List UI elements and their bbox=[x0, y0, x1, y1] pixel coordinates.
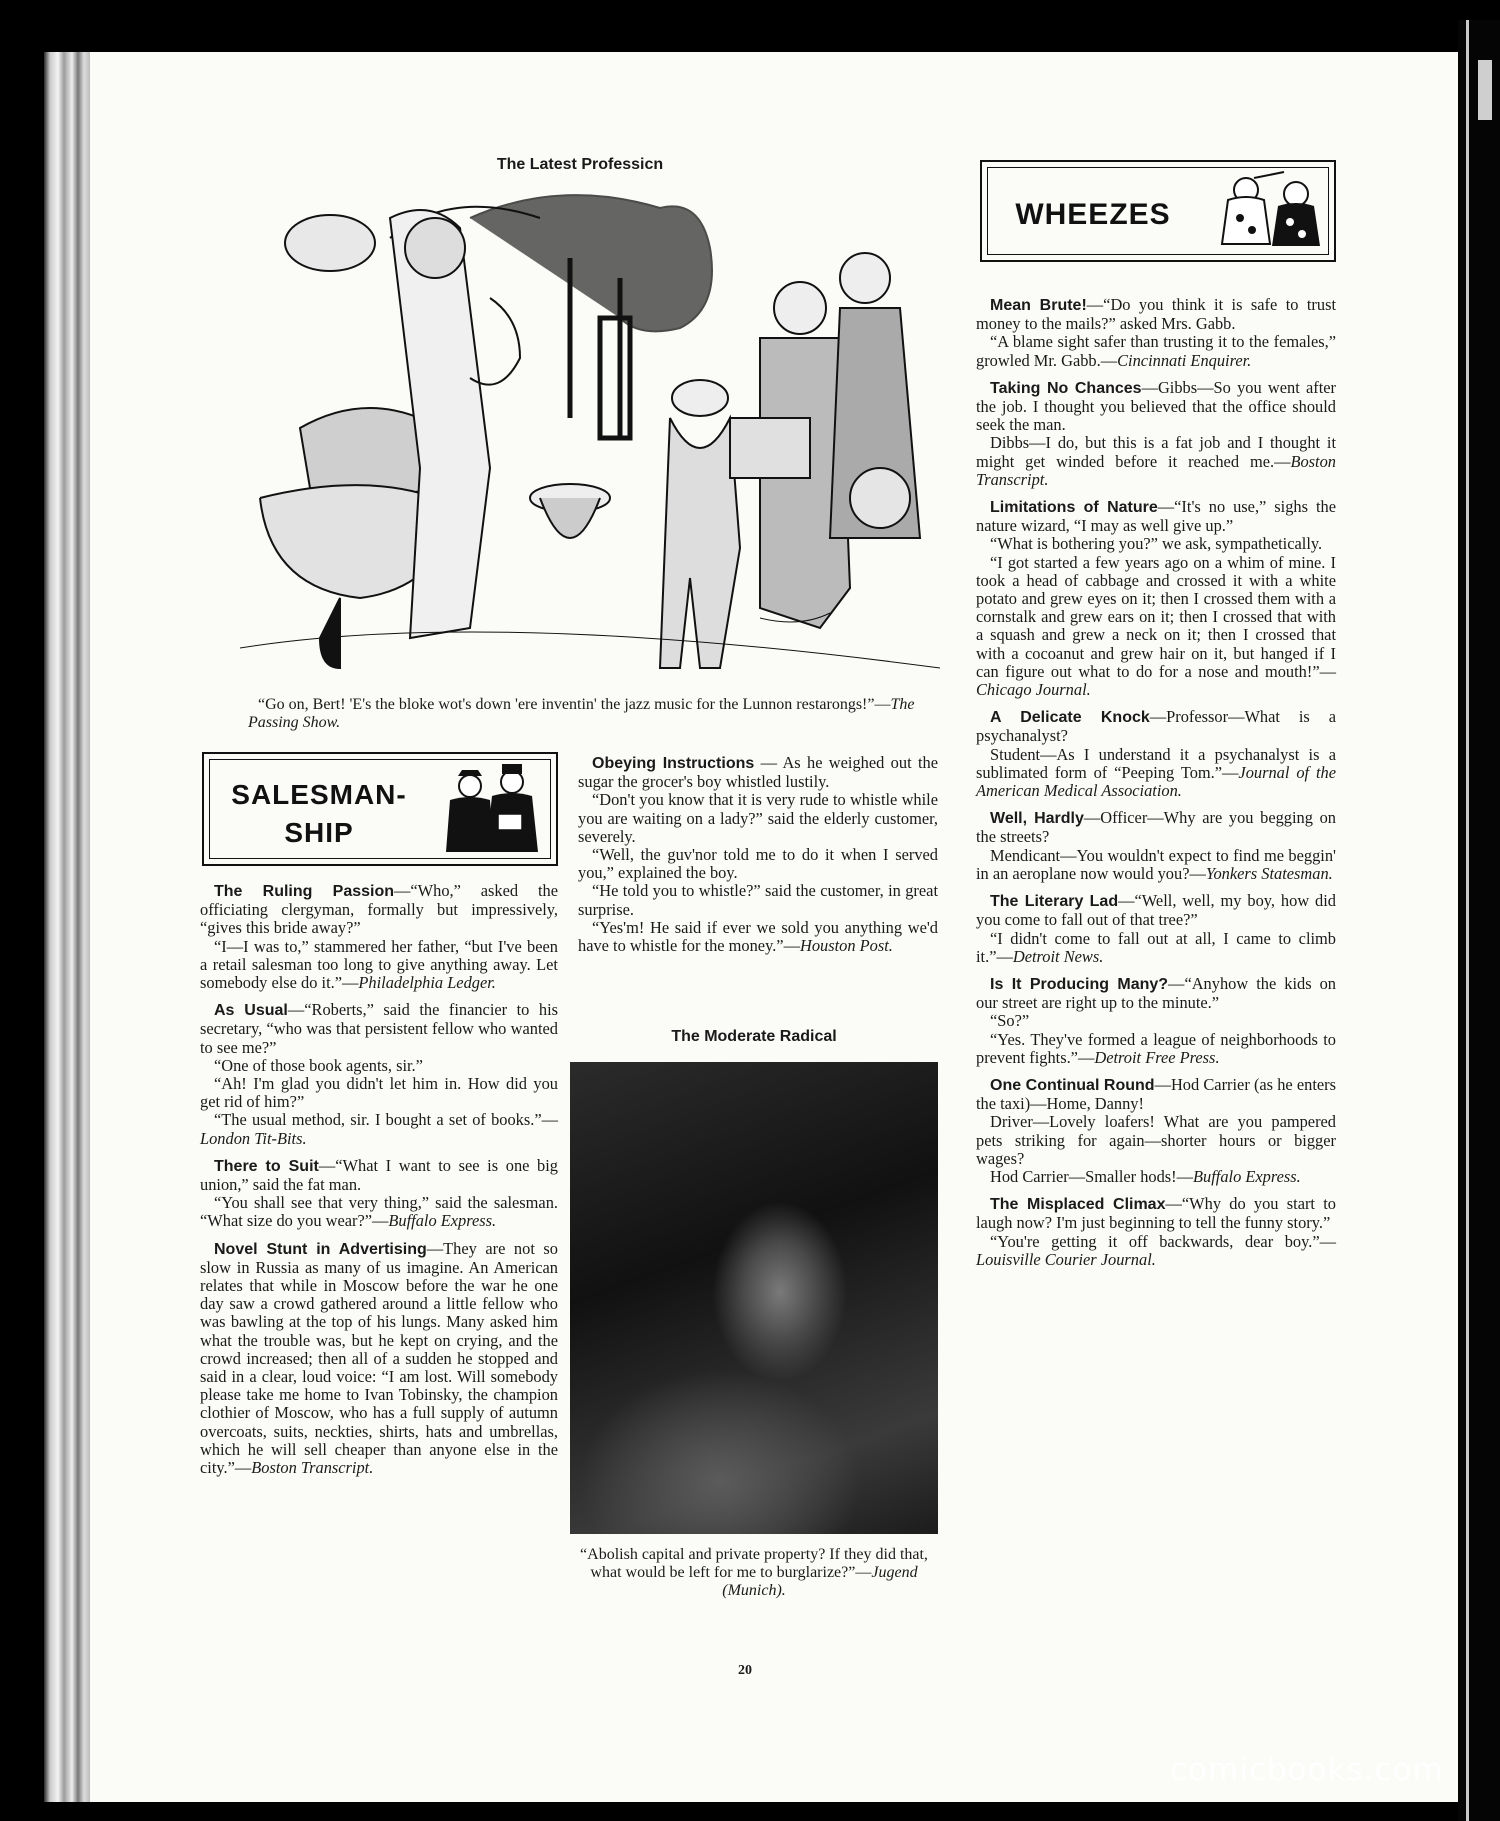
joke-paragraph bbox=[976, 847, 1336, 883]
joke-first-paragraph bbox=[200, 1240, 558, 1478]
joke-heading: Well, Hardly bbox=[990, 810, 1084, 828]
joke-paragraph bbox=[976, 1233, 1336, 1269]
joke-item bbox=[976, 975, 1336, 1067]
joke-first-paragraph bbox=[200, 882, 558, 938]
joke-first-paragraph bbox=[976, 708, 1336, 745]
joke-item bbox=[976, 708, 1336, 800]
joke-first-paragraph bbox=[976, 498, 1336, 535]
joke-paragraph bbox=[578, 919, 938, 955]
photo-caption-text: “Abolish capital and private property? If they did that, what would be left for me to burglarize?”— bbox=[580, 1546, 928, 1581]
joke-heading: Obeying Instructions bbox=[592, 755, 755, 772]
joke-first-paragraph bbox=[578, 754, 938, 791]
joke-item bbox=[976, 498, 1336, 699]
cartoon-title: The Latest Professicn bbox=[496, 156, 664, 173]
joke-paragraph-text: “Don't you know that it is very rude to whistle while you are waiting on a lady?” said the elderly customer, severely. bbox=[578, 790, 938, 846]
salesmanship-column bbox=[200, 882, 558, 1477]
joke-heading: There to Suit bbox=[214, 1157, 319, 1175]
photo-title: The Moderate Radical bbox=[671, 1028, 837, 1045]
joke-first-paragraph bbox=[200, 1157, 558, 1194]
joke-paragraph-text: “What is bothering you?” we ask, sympathetically. bbox=[990, 534, 1323, 554]
joke-source: Detroit News. bbox=[1012, 946, 1104, 966]
joke-paragraph bbox=[200, 1194, 558, 1230]
joke-first-paragraph bbox=[976, 296, 1336, 333]
joke-source: Journal of the American Medical Association. bbox=[976, 762, 1336, 801]
joke-first-paragraph bbox=[976, 892, 1336, 929]
joke-heading: One Continual Round bbox=[990, 1076, 1155, 1094]
joke-paragraph-text: Driver—Lovely loafers! What are you pampered pets striking for again—shorter hours or bigger wages? bbox=[976, 1112, 1336, 1168]
joke-paragraph bbox=[976, 535, 1336, 553]
salesmanship-header bbox=[214, 776, 424, 852]
watermark: comicbooks.com bbox=[1170, 1752, 1444, 1788]
page-binding bbox=[44, 52, 90, 1802]
joke-source: Boston Transcript. bbox=[251, 1458, 374, 1478]
joke-item bbox=[976, 809, 1336, 883]
joke-paragraph bbox=[976, 1012, 1336, 1030]
radical-photo bbox=[570, 1062, 938, 1534]
joke-paragraph-text: “A blame sight safer than trusting it to the females,” growled Mr. Gabb.— bbox=[976, 332, 1336, 370]
joke-text: —“Do you think it is safe to trust money to the mails?” asked Mrs. Gabb. bbox=[976, 295, 1337, 334]
joke-paragraph-text: “One of those book agents, sir.” bbox=[214, 1055, 423, 1075]
joke-text: —Professor—What is a psychanalyst? bbox=[976, 707, 1336, 746]
joke-source: Cincinnati Enquirer. bbox=[1117, 350, 1252, 370]
joke-paragraph bbox=[976, 434, 1336, 489]
joke-heading: The Ruling Passion bbox=[214, 883, 394, 900]
wheezes-header: WHEEZES bbox=[1015, 198, 1171, 231]
facing-page-edge bbox=[1458, 20, 1500, 1821]
joke-paragraph bbox=[976, 930, 1336, 966]
joke-paragraph-text: “You shall see that very thing,” said the salesman. “What size do you wear?”— bbox=[200, 1193, 558, 1231]
joke-paragraph-text: Hod Carrier—Smaller hods!— bbox=[990, 1166, 1194, 1186]
joke-first-paragraph bbox=[976, 379, 1336, 435]
joke-source: Houston Post. bbox=[799, 936, 893, 956]
joke-paragraph-text: “Ah! I'm glad you didn't let him in. How did you get rid of him?” bbox=[200, 1074, 558, 1112]
joke-paragraph bbox=[976, 333, 1336, 369]
joke-paragraph-text: “You're getting it off backwards, dear boy.”— bbox=[990, 1231, 1336, 1251]
cartoon-illustration bbox=[240, 178, 940, 698]
joke-text: —“What I want to see is one big union,” said the fat man. bbox=[200, 1155, 558, 1195]
joke-paragraph bbox=[976, 554, 1336, 700]
joke-source: Yonkers Statesman. bbox=[1205, 863, 1333, 883]
joke-source: London Tit-Bits. bbox=[200, 1128, 307, 1148]
joke-paragraph bbox=[200, 1075, 558, 1111]
joke-paragraph-text: “The usual method, sir. I bought a set of books.”— bbox=[214, 1110, 558, 1130]
joke-paragraph-text: Student—As I understand it a psychanalyst is a sublimated form of “Peeping Tom.”— bbox=[976, 744, 1336, 782]
joke-paragraph bbox=[200, 938, 558, 993]
joke-heading: A Delicate Knock bbox=[990, 709, 1150, 727]
joke-item bbox=[200, 1240, 558, 1478]
joke-first-paragraph bbox=[200, 1001, 558, 1057]
joke-paragraph-text: “Well, the guv'nor told me to do it when I served you,” explained the boy. bbox=[578, 845, 938, 883]
page-number: 20 bbox=[738, 1663, 752, 1678]
cartoon-caption-text: “Go on, Bert! 'E's the bloke wot's down 'ere inventin' the jazz music for the Lunnon restarongs!”— bbox=[258, 696, 891, 713]
joke-paragraph-text: “I didn't come to fall out at all, I came to climb it.”— bbox=[976, 928, 1336, 966]
joke-paragraph bbox=[200, 1057, 558, 1075]
joke-heading: Novel Stunt in Advertising bbox=[214, 1240, 427, 1258]
joke-text: —They are not so slow in Russia as many of us imagine. An American relates that while in Moscow before the war he one day saw a crowd gathered around a little fellow who was bawling at the top of his lungs. Many asked him what the trouble was, but he kept on crying, and the crowd increased; then all of a sudden he stopped and said in a clear, loud voice: “I am lost. Will somebody please take me home to Ivan Tobinsky, the champion clothier of Moscow, who has a full supply of autumn overcoats, suits, neckties, shirts, hats and umbrellas, which he will sell cheaper than anyone else in the city.”— bbox=[200, 1238, 558, 1478]
joke-text: —Officer—Why are you begging on the streets? bbox=[976, 808, 1337, 847]
joke-text: —“Well, well, my boy, how did you come to fall out of that tree?” bbox=[976, 891, 1337, 930]
joke-paragraph bbox=[200, 1111, 558, 1147]
joke-paragraph bbox=[976, 1113, 1336, 1168]
joke-first-paragraph bbox=[976, 975, 1336, 1012]
joke-item bbox=[200, 1157, 558, 1231]
joke-item bbox=[976, 296, 1336, 370]
joke-first-paragraph bbox=[976, 1076, 1336, 1113]
joke-heading: The Misplaced Climax bbox=[990, 1196, 1166, 1214]
joke-heading: Is It Producing Many? bbox=[990, 975, 1169, 993]
joke-item bbox=[200, 1001, 558, 1148]
joke-heading: The Literary Lad bbox=[990, 893, 1119, 911]
joke-paragraph bbox=[578, 882, 938, 918]
joke-text: —Gibbs—So you went after the job. I thought you believed that the office should seek the man. bbox=[976, 377, 1337, 435]
joke-text: —“Why do you start to laugh now? I'm just beginning to tell the funny story.” bbox=[976, 1194, 1336, 1233]
joke-text: —“Who,” asked the officiating clergyman, formally but impressively, “gives this bride away?” bbox=[200, 881, 558, 938]
salesmanship-header-box bbox=[202, 752, 558, 866]
joke-first-paragraph bbox=[976, 809, 1336, 846]
middle-column bbox=[578, 754, 938, 955]
joke-item bbox=[976, 892, 1336, 966]
joke-source: Buffalo Express. bbox=[1193, 1166, 1301, 1186]
joke-source: Philadelphia Ledger. bbox=[358, 973, 496, 993]
joke-paragraph-text: “Yes. They've formed a league of neighborhoods to prevent fights.”— bbox=[976, 1029, 1336, 1067]
joke-source: Boston Transcript. bbox=[976, 451, 1336, 489]
salesmanship-header-line2: SHIP bbox=[284, 817, 354, 848]
joke-paragraph-text: “So?” bbox=[990, 1011, 1030, 1031]
salesmen-icon bbox=[436, 764, 548, 856]
joke-paragraph-text: Mendicant—You wouldn't expect to find me beggin' in an aeroplane now would you?— bbox=[976, 845, 1336, 883]
joke-text: —“It's no use,” sighs the nature wizard, “I may as well give up.” bbox=[976, 497, 1336, 536]
joke-paragraph bbox=[976, 746, 1336, 801]
joke-text: —“Roberts,” said the financier to his secretary, “who was that persistent fellow who wanted to see me?” bbox=[200, 1000, 559, 1057]
joke-item bbox=[976, 379, 1336, 489]
joke-source: Buffalo Express. bbox=[388, 1211, 497, 1231]
cartoon-caption-source: The Passing Show. bbox=[248, 696, 915, 731]
joke-paragraph-text: “I got started a few years ago on a whim of mine. I took a head of cabbage and crossed it with a white potato and grew eyes on it; then I crossed them with a cornstalk and grew ears on it; then I crossed that with a squash and grew a neck on it; then I crossed that with a cocoanut and grew hair on it, but hanged if I can figure out what to do for a nose and mouth!”— bbox=[976, 552, 1336, 681]
joke-heading: Limitations of Nature bbox=[990, 499, 1158, 517]
joke-source: Chicago Journal. bbox=[976, 680, 1091, 700]
joke-text: —“Anyhow the kids on our street are right up to the minute.” bbox=[976, 973, 1337, 1013]
salesmanship-header-line1: SALESMAN- bbox=[231, 779, 407, 810]
joke-item bbox=[200, 882, 558, 992]
photo-caption bbox=[570, 1546, 938, 1600]
joke-paragraph bbox=[976, 1031, 1336, 1067]
joke-source: Detroit Free Press. bbox=[1094, 1047, 1220, 1067]
joke-item bbox=[976, 1076, 1336, 1186]
joke-paragraph-text: “Yes'm! He said if ever we sold you anything we'd have to whistle for the money.”— bbox=[578, 917, 938, 956]
cartoon-caption bbox=[248, 696, 938, 732]
joke-item bbox=[976, 1195, 1336, 1269]
wheezes-header-box bbox=[980, 160, 1336, 262]
clowns-icon bbox=[1214, 170, 1330, 254]
joke-text: —Hod Carrier (as he enters the taxi)—Home, Danny! bbox=[976, 1074, 1337, 1114]
joke-paragraph bbox=[578, 791, 938, 846]
wheezes-column bbox=[976, 296, 1336, 1269]
joke-source: Louisville Courier Journal. bbox=[976, 1249, 1156, 1269]
joke-item bbox=[578, 754, 938, 955]
joke-paragraph bbox=[578, 846, 938, 882]
joke-text: — As he weighed out the sugar the grocer's boy whistled lustily. bbox=[578, 753, 938, 792]
joke-first-paragraph bbox=[976, 1195, 1336, 1232]
joke-paragraph bbox=[976, 1168, 1336, 1186]
joke-heading: Mean Brute! bbox=[990, 297, 1087, 314]
joke-paragraph-text: “I—I was to,” stammered her father, “but I've been a retail salesman too long to give anything away. Let somebody else do it.”— bbox=[200, 936, 558, 993]
joke-heading: Taking No Chances bbox=[990, 379, 1142, 397]
joke-paragraph-text: Dibbs—I do, but this is a fat job and I thought it might get winded before it reached me.— bbox=[976, 433, 1336, 471]
joke-paragraph-text: “He told you to whistle?” said the customer, in great surprise. bbox=[578, 881, 938, 919]
photo-caption-source: Jugend (Munich). bbox=[722, 1564, 918, 1599]
joke-heading: As Usual bbox=[214, 1002, 288, 1020]
